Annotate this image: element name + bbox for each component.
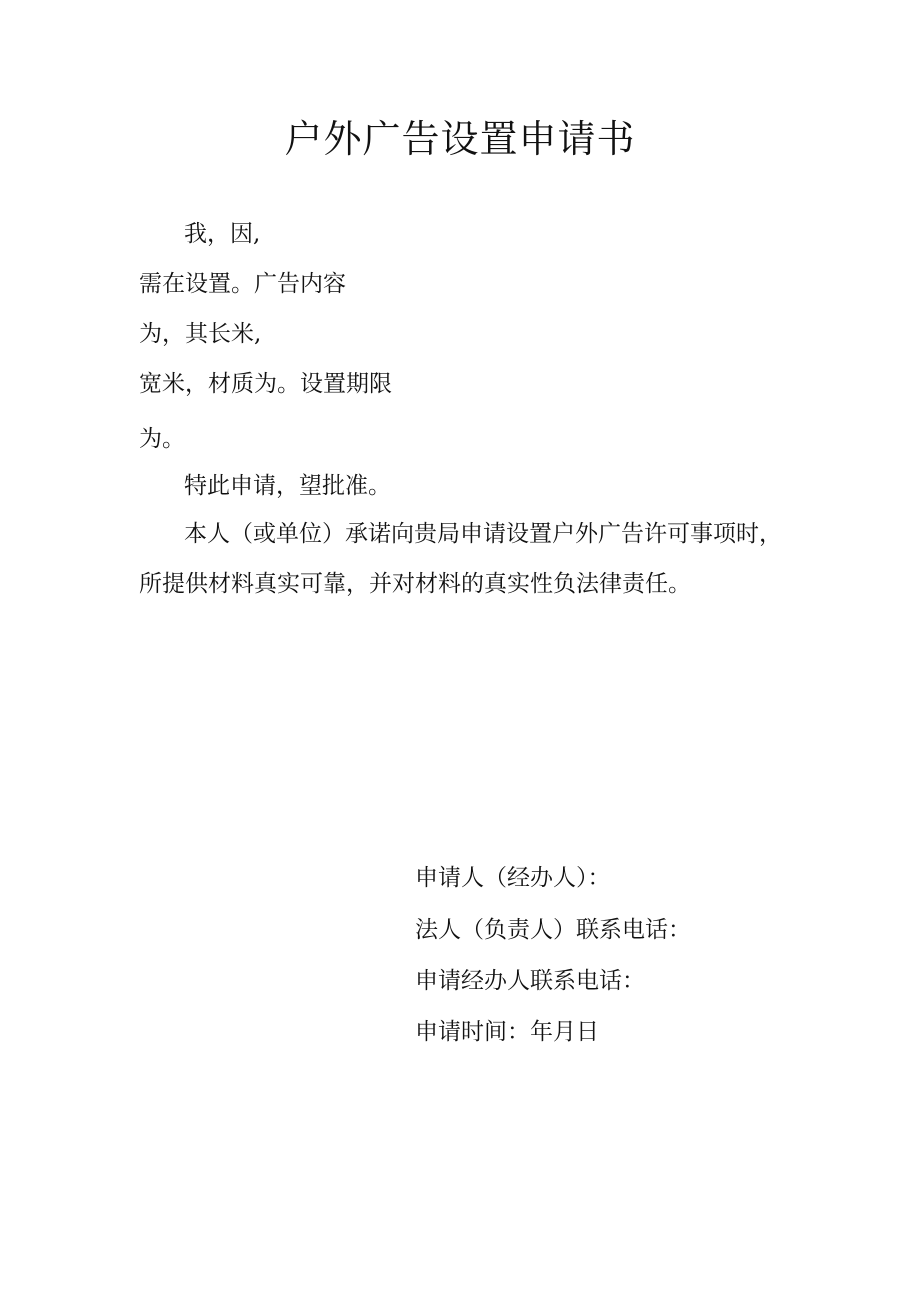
commitment-line-1: 本人（或单位）承诺向贵局申请设置户外广告许可事项时， — [184, 521, 782, 547]
commitment-line-2: 所提供材料真实可靠，并对材料的真实性负法律责任。 — [139, 571, 691, 597]
body-line-1: 我，因, — [184, 221, 261, 247]
body-line-5: 为。 — [139, 426, 185, 452]
body-line-2: 需在设置。广告内容 — [139, 271, 346, 297]
request-line: 特此申请，望批准。 — [184, 473, 391, 499]
body-line-3: 为，其长米, — [139, 321, 262, 347]
handler-phone-field: 申请经办人联系电话： — [415, 968, 645, 994]
document-title: 户外广告设置申请书 — [284, 117, 636, 161]
application-date-field: 申请时间：年月日 — [415, 1019, 599, 1045]
body-line-4: 宽米，材质为。设置期限 — [139, 371, 392, 397]
applicant-field: 申请人（经办人）： — [415, 865, 611, 891]
legal-phone-field: 法人（负责人）联系电话： — [415, 917, 691, 943]
